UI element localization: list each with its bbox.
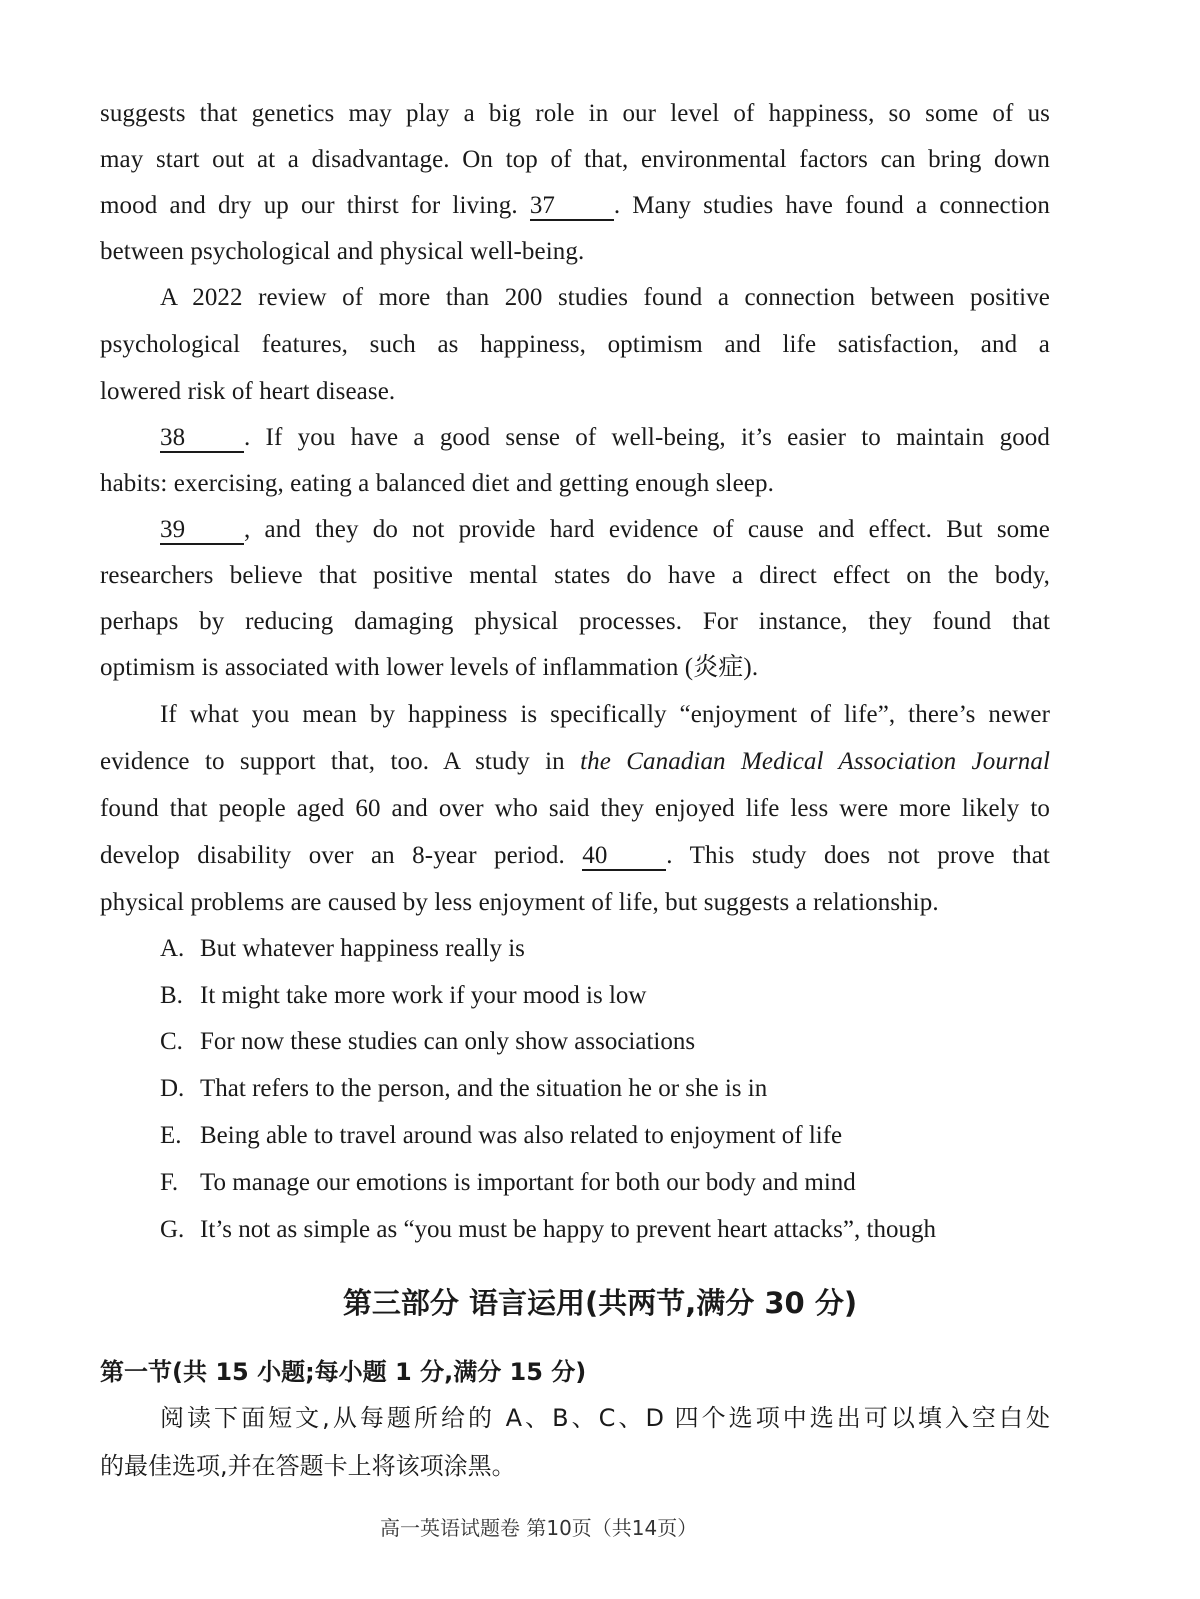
blank-40: 40 — [582, 843, 666, 871]
passage-text: develop disability over an 8-year period. — [100, 842, 565, 869]
passage-line — [160, 421, 1050, 455]
option-text: It’s not as simple as “you must be happy to prevent heart attacks”, though — [200, 1216, 936, 1243]
passage-line — [160, 513, 1050, 547]
subsection-title: 第一节(共 15 小题;每小题 1 分,满分 15 分) — [100, 1358, 587, 1386]
passage-text: . If you have a good sense of well-being, it’s easier to maintain good — [244, 424, 1050, 451]
option-letter: F. — [160, 1169, 179, 1196]
passage-text: mood and dry up our thirst for living. — [100, 192, 518, 219]
passage-text: . This study does not prove that — [666, 842, 1050, 869]
option-text: It might take more work if your mood is low — [200, 982, 647, 1009]
blank-38: 38 — [160, 425, 244, 453]
option-text: That refers to the person, and the situation he or she is in — [200, 1075, 768, 1102]
passage-line: psychological features, such as happiness, optimism and life satisfaction, and a — [100, 331, 1050, 358]
option-letter: E. — [160, 1122, 182, 1149]
passage-line: A 2022 review of more than 200 studies found a connection between positive — [160, 284, 1050, 311]
passage-text: , and they do not provide hard evidence of cause and effect. But some — [244, 516, 1050, 543]
passage-text: . Many studies have found a connection — [613, 192, 1051, 219]
footer-text: 高一英语试题卷 第10页（共14页） — [380, 1516, 698, 1540]
option-letter: B. — [160, 982, 183, 1009]
passage-line: found that people aged 60 and over who said they enjoyed life less were more likely to — [100, 795, 1050, 822]
option-text: But whatever happiness really is — [200, 935, 525, 962]
passage-line — [100, 189, 1050, 223]
passage-line: suggests that genetics may play a big role in our level of happiness, so some of us — [100, 100, 1050, 127]
passage-line: lowered risk of heart disease. — [100, 378, 396, 405]
option-letter: A. — [160, 935, 185, 962]
passage-text: evidence to support that, too. A study in — [100, 748, 565, 775]
instruction-line: 的最佳选项,并在答题卡上将该项涂黑。 — [100, 1452, 516, 1480]
instruction-line: 阅读下面短文,从每题所给的 A、B、C、D 四个选项中选出可以填入空白处 — [160, 1404, 1050, 1432]
option-text: Being able to travel around was also related to enjoyment of life — [200, 1122, 843, 1149]
passage-line: physical problems are caused by less enjoyment of life, but suggests a relationship. — [100, 889, 939, 916]
option-g — [160, 1213, 936, 1247]
page-footer — [0, 1506, 1200, 1540]
passage-line: researchers believe that positive mental states do have a direct effect on the body, — [100, 562, 1050, 589]
option-letter: C. — [160, 1028, 183, 1055]
option-a — [160, 932, 525, 966]
option-text: For now these studies can only show associations — [200, 1028, 696, 1055]
option-letter: G. — [160, 1216, 185, 1243]
passage-line: between psychological and physical well-being. — [100, 238, 585, 265]
section-title: 第三部分 语言运用(共两节,满分 30 分) — [342, 1286, 858, 1320]
passage-line: habits: exercising, eating a balanced diet and getting enough sleep. — [100, 470, 774, 497]
option-letter: D. — [160, 1075, 185, 1102]
option-text: To manage our emotions is important for both our body and mind — [200, 1169, 856, 1196]
option-e — [160, 1119, 842, 1153]
passage-line: If what you mean by happiness is specifically “enjoyment of life”, there’s newer — [160, 701, 1050, 728]
blank-37: 37 — [530, 193, 614, 221]
option-d — [160, 1072, 767, 1106]
journal-title: the Canadian Medical Association Journal — [580, 748, 1050, 775]
passage-line: may start out at a disadvantage. On top of that, environmental factors can bring down — [100, 146, 1050, 173]
option-f — [160, 1166, 856, 1200]
passage-line — [100, 839, 1050, 873]
blank-39: 39 — [160, 517, 244, 545]
passage-line: optimism is associated with lower levels of inflammation (炎症). — [100, 654, 759, 681]
option-b — [160, 979, 646, 1013]
option-c — [160, 1025, 695, 1059]
passage-line — [100, 745, 1050, 779]
passage-line: perhaps by reducing damaging physical processes. For instance, they found that — [100, 608, 1050, 635]
